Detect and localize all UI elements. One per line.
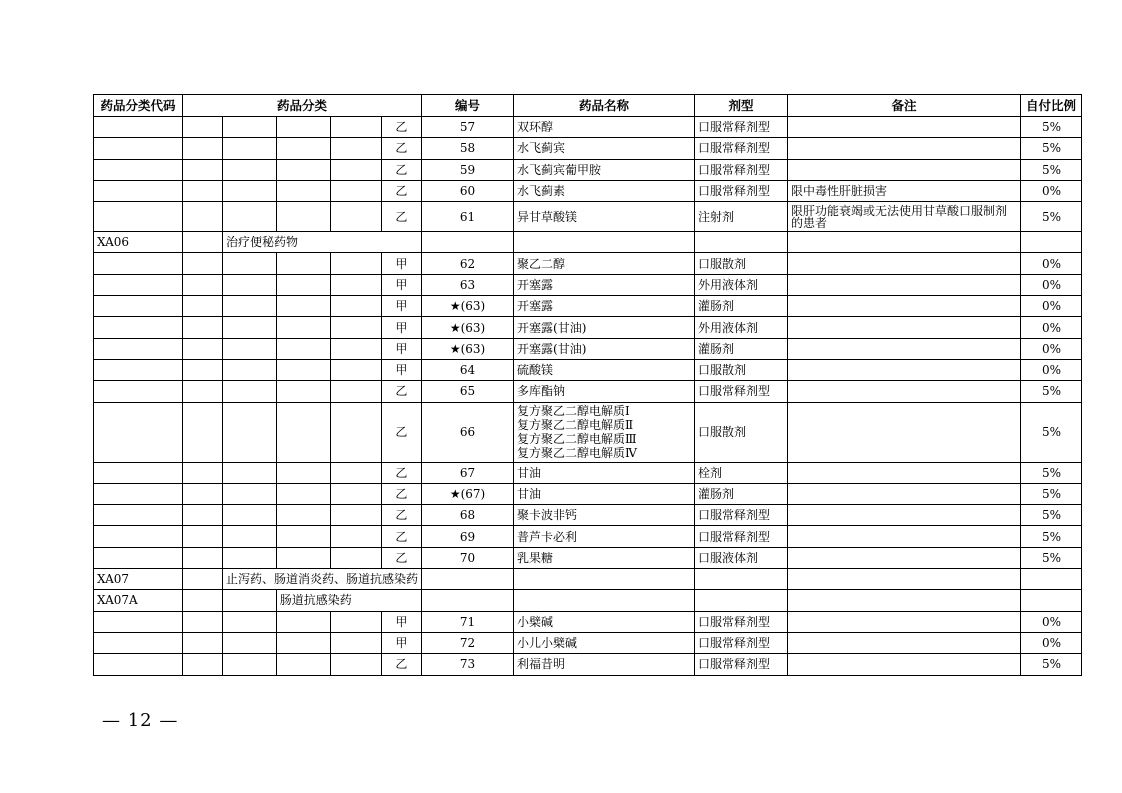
category-spacer-cell — [330, 180, 381, 201]
category-spacer-cell — [276, 338, 330, 359]
grade-cell: 乙 — [381, 117, 421, 138]
category-spacer-cell — [183, 611, 223, 632]
code-cell — [94, 317, 183, 338]
empty-name-cell — [514, 569, 695, 590]
copay-cell: 5% — [1021, 117, 1082, 138]
category-spacer-cell — [223, 317, 277, 338]
grade-cell: 乙 — [381, 402, 421, 462]
category-spacer-cell — [223, 462, 277, 483]
drug-row — [94, 117, 1082, 138]
number-cell: 73 — [422, 654, 514, 675]
remark-cell — [788, 611, 1021, 632]
category-row — [94, 590, 1082, 611]
drug-row — [94, 505, 1082, 526]
category-spacer-cell — [183, 296, 223, 317]
copay-cell: 0% — [1021, 180, 1082, 201]
drug-name-cell: 开塞露(甘油) — [514, 338, 695, 359]
empty-copay-cell — [1021, 569, 1082, 590]
category-spacer-cell — [223, 253, 277, 274]
category-spacer-cell — [223, 547, 277, 568]
drug-name-line: 复方聚乙二醇电解质Ⅲ — [517, 432, 637, 447]
category-spacer-cell — [183, 654, 223, 675]
category-spacer-cell — [223, 483, 277, 504]
category-level1-spacer — [183, 569, 223, 590]
remark-cell — [788, 654, 1021, 675]
dosage-cell: 灌肠剂 — [695, 338, 788, 359]
category-spacer-cell — [276, 359, 330, 380]
code-cell — [94, 202, 183, 232]
category-spacer-cell — [276, 202, 330, 232]
copay-cell: 5% — [1021, 462, 1082, 483]
code-cell — [94, 381, 183, 402]
category-spacer-cell — [276, 296, 330, 317]
category-spacer-cell — [330, 138, 381, 159]
grade-cell: 乙 — [381, 654, 421, 675]
category-spacer-cell — [330, 654, 381, 675]
drug-name-cell: 水飞蓟素 — [514, 180, 695, 201]
drug-name-cell: 异甘草酸镁 — [514, 202, 695, 232]
remark-cell: 限中毒性肝脏损害 — [788, 180, 1021, 201]
drug-row — [94, 180, 1082, 201]
category-spacer-cell — [276, 180, 330, 201]
category-spacer-cell — [276, 381, 330, 402]
copay-cell: 0% — [1021, 359, 1082, 380]
remark-cell — [788, 359, 1021, 380]
number-cell: 68 — [422, 505, 514, 526]
category-spacer-cell — [330, 547, 381, 568]
number-cell: ★(63) — [422, 338, 514, 359]
page-number: — 12 — — [102, 710, 179, 731]
drug-name-cell: 普芦卡必利 — [514, 526, 695, 547]
category-label: 肠道抗感染药 — [276, 590, 421, 611]
copay-cell: 0% — [1021, 338, 1082, 359]
category-spacer-cell — [183, 202, 223, 232]
dosage-cell: 口服常释剂型 — [695, 381, 788, 402]
drug-name-cell: 双环醇 — [514, 117, 695, 138]
copay-cell: 0% — [1021, 317, 1082, 338]
grade-cell: 甲 — [381, 611, 421, 632]
category-spacer-cell — [223, 138, 277, 159]
remark-cell — [788, 483, 1021, 504]
code-cell — [94, 547, 183, 568]
drug-name-cell — [514, 402, 695, 462]
copay-cell: 5% — [1021, 526, 1082, 547]
remark-cell — [788, 338, 1021, 359]
number-cell: 63 — [422, 274, 514, 295]
category-spacer-cell — [223, 654, 277, 675]
category-spacer-cell — [276, 117, 330, 138]
category-spacer-cell — [223, 611, 277, 632]
drug-catalog-table — [93, 94, 1082, 676]
code-cell — [94, 654, 183, 675]
category-spacer-cell — [330, 117, 381, 138]
number-cell: 61 — [422, 202, 514, 232]
drug-row — [94, 611, 1082, 632]
empty-name-cell — [514, 232, 695, 253]
drug-row — [94, 159, 1082, 180]
grade-cell: 乙 — [381, 159, 421, 180]
grade-cell: 乙 — [381, 180, 421, 201]
copay-cell: 0% — [1021, 274, 1082, 295]
category-spacer-cell — [330, 381, 381, 402]
drug-name-line: 复方聚乙二醇电解质Ⅱ — [517, 418, 634, 433]
header-code: 药品分类代码 — [94, 95, 183, 117]
dosage-cell: 灌肠剂 — [695, 296, 788, 317]
drug-row — [94, 138, 1082, 159]
category-spacer-cell — [223, 274, 277, 295]
empty-number-cell — [422, 232, 514, 253]
drug-name-cell: 小儿小檗碱 — [514, 632, 695, 653]
code-cell — [94, 483, 183, 504]
header-dosage: 剂型 — [695, 95, 788, 117]
drug-row — [94, 202, 1082, 232]
category-spacer-cell — [183, 159, 223, 180]
table-body — [94, 117, 1082, 676]
copay-cell: 5% — [1021, 547, 1082, 568]
category-spacer-cell — [330, 611, 381, 632]
drug-row — [94, 402, 1082, 462]
category-spacer-cell — [330, 296, 381, 317]
category-spacer-cell — [330, 317, 381, 338]
remark-cell — [788, 159, 1021, 180]
drug-row — [94, 632, 1082, 653]
category-spacer-cell — [183, 359, 223, 380]
category-spacer-cell — [330, 402, 381, 462]
code-cell — [94, 117, 183, 138]
category-spacer-cell — [183, 547, 223, 568]
dosage-cell: 注射剂 — [695, 202, 788, 232]
dosage-cell: 口服常释剂型 — [695, 505, 788, 526]
category-label: 治疗便秘药物 — [223, 232, 422, 253]
grade-cell: 乙 — [381, 526, 421, 547]
dosage-cell: 外用液体剂 — [695, 317, 788, 338]
drug-name-cell: 开塞露 — [514, 296, 695, 317]
category-spacer-cell — [276, 483, 330, 504]
category-code: XA07A — [94, 590, 183, 611]
empty-name-cell — [514, 590, 695, 611]
category-spacer-cell — [330, 202, 381, 232]
category-spacer-cell — [183, 632, 223, 653]
dosage-cell: 口服常释剂型 — [695, 138, 788, 159]
grade-cell: 乙 — [381, 483, 421, 504]
category-spacer-cell — [330, 338, 381, 359]
grade-cell: 甲 — [381, 338, 421, 359]
number-cell: 59 — [422, 159, 514, 180]
category-spacer-cell — [276, 632, 330, 653]
category-spacer-cell — [276, 611, 330, 632]
number-cell: 60 — [422, 180, 514, 201]
category-level1-spacer — [183, 590, 223, 611]
category-spacer-cell — [276, 654, 330, 675]
category-spacer-cell — [276, 547, 330, 568]
copay-cell: 5% — [1021, 381, 1082, 402]
category-spacer-cell — [183, 402, 223, 462]
category-spacer-cell — [223, 359, 277, 380]
drug-row — [94, 296, 1082, 317]
empty-dosage-cell — [695, 590, 788, 611]
copay-cell: 5% — [1021, 654, 1082, 675]
empty-dosage-cell — [695, 569, 788, 590]
code-cell — [94, 611, 183, 632]
drug-name-cell: 水飞蓟宾葡甲胺 — [514, 159, 695, 180]
drug-name-cell: 甘油 — [514, 483, 695, 504]
category-spacer-cell — [223, 117, 277, 138]
number-cell: 70 — [422, 547, 514, 568]
dosage-cell: 口服散剂 — [695, 253, 788, 274]
drug-row — [94, 547, 1082, 568]
category-spacer-cell — [276, 159, 330, 180]
grade-cell: 乙 — [381, 202, 421, 232]
empty-remarks-cell — [788, 232, 1021, 253]
drug-row — [94, 338, 1082, 359]
header-number: 编号 — [422, 95, 514, 117]
code-cell — [94, 159, 183, 180]
remark-cell — [788, 402, 1021, 462]
empty-copay-cell — [1021, 232, 1082, 253]
category-spacer-cell — [223, 296, 277, 317]
category-spacer-cell — [183, 483, 223, 504]
drug-name-cell: 开塞露(甘油) — [514, 317, 695, 338]
drug-name-line: 复方聚乙二醇电解质Ⅰ — [517, 404, 630, 419]
category-spacer-cell — [276, 317, 330, 338]
category-spacer-cell — [183, 180, 223, 201]
category-label: 止泻药、肠道消炎药、肠道抗感染药 — [223, 569, 422, 590]
dosage-cell: 口服常释剂型 — [695, 611, 788, 632]
category-spacer-cell — [330, 274, 381, 295]
category-spacer-cell — [183, 317, 223, 338]
grade-cell: 乙 — [381, 547, 421, 568]
header-category: 药品分类 — [183, 95, 422, 117]
category-spacer-cell — [183, 117, 223, 138]
drug-name-cell: 乳果糖 — [514, 547, 695, 568]
category-code: XA06 — [94, 232, 183, 253]
code-cell — [94, 359, 183, 380]
remark-cell — [788, 632, 1021, 653]
code-cell — [94, 632, 183, 653]
grade-cell: 甲 — [381, 359, 421, 380]
remark-cell: 限肝功能衰竭或无法使用甘草酸口服制剂的患者 — [788, 202, 1021, 232]
drug-name-cell: 多库酯钠 — [514, 381, 695, 402]
copay-cell: 0% — [1021, 296, 1082, 317]
dosage-cell: 口服散剂 — [695, 402, 788, 462]
dosage-cell: 口服常释剂型 — [695, 117, 788, 138]
grade-cell: 乙 — [381, 381, 421, 402]
category-spacer-cell — [330, 253, 381, 274]
category-spacer-cell — [276, 253, 330, 274]
category-spacer-cell — [276, 402, 330, 462]
header-copay: 自付比例 — [1021, 95, 1082, 117]
remark-cell — [788, 317, 1021, 338]
copay-cell: 5% — [1021, 138, 1082, 159]
copay-cell: 5% — [1021, 159, 1082, 180]
grade-cell: 甲 — [381, 632, 421, 653]
drug-name-cell: 水飞蓟宾 — [514, 138, 695, 159]
grade-cell: 乙 — [381, 138, 421, 159]
code-cell — [94, 274, 183, 295]
copay-cell: 5% — [1021, 505, 1082, 526]
category-spacer-cell — [223, 381, 277, 402]
category-spacer-cell — [276, 462, 330, 483]
remark-cell — [788, 505, 1021, 526]
header-remarks: 备注 — [788, 95, 1021, 117]
header-name: 药品名称 — [514, 95, 695, 117]
drug-name-cell: 聚卡波非钙 — [514, 505, 695, 526]
code-cell — [94, 296, 183, 317]
category-spacer-cell — [330, 483, 381, 504]
number-cell: 62 — [422, 253, 514, 274]
category-row — [94, 232, 1082, 253]
number-cell: ★(63) — [422, 317, 514, 338]
remark-cell — [788, 296, 1021, 317]
drug-row — [94, 317, 1082, 338]
category-spacer-cell — [223, 159, 277, 180]
category-spacer-cell — [223, 202, 277, 232]
category-spacer-cell — [330, 505, 381, 526]
category-level2-spacer — [223, 590, 277, 611]
category-spacer-cell — [223, 180, 277, 201]
category-spacer-cell — [330, 462, 381, 483]
drug-name-cell: 开塞露 — [514, 274, 695, 295]
category-spacer-cell — [276, 526, 330, 547]
category-spacer-cell — [223, 632, 277, 653]
category-spacer-cell — [183, 526, 223, 547]
copay-cell: 5% — [1021, 202, 1082, 232]
code-cell — [94, 505, 183, 526]
code-cell — [94, 338, 183, 359]
dosage-cell: 口服散剂 — [695, 359, 788, 380]
category-spacer-cell — [223, 338, 277, 359]
dosage-cell: 口服常释剂型 — [695, 526, 788, 547]
copay-cell: 0% — [1021, 611, 1082, 632]
code-cell — [94, 462, 183, 483]
drug-name-cell: 甘油 — [514, 462, 695, 483]
grade-cell: 甲 — [381, 317, 421, 338]
number-cell: 58 — [422, 138, 514, 159]
drug-name-cell: 硫酸镁 — [514, 359, 695, 380]
dosage-cell: 口服常释剂型 — [695, 632, 788, 653]
number-cell: 69 — [422, 526, 514, 547]
remark-cell — [788, 381, 1021, 402]
drug-row — [94, 381, 1082, 402]
number-cell: 65 — [422, 381, 514, 402]
drug-row — [94, 253, 1082, 274]
empty-copay-cell — [1021, 590, 1082, 611]
dosage-cell: 口服液体剂 — [695, 547, 788, 568]
empty-number-cell — [422, 590, 514, 611]
code-cell — [94, 253, 183, 274]
drug-row — [94, 462, 1082, 483]
category-code: XA07 — [94, 569, 183, 590]
dosage-cell: 灌肠剂 — [695, 483, 788, 504]
code-cell — [94, 526, 183, 547]
category-level1-spacer — [183, 232, 223, 253]
grade-cell: 乙 — [381, 462, 421, 483]
number-cell: 57 — [422, 117, 514, 138]
copay-cell: 5% — [1021, 483, 1082, 504]
drug-row — [94, 359, 1082, 380]
grade-cell: 甲 — [381, 253, 421, 274]
dosage-cell: 栓剂 — [695, 462, 788, 483]
category-spacer-cell — [330, 159, 381, 180]
remark-cell — [788, 117, 1021, 138]
code-cell — [94, 138, 183, 159]
remark-cell — [788, 253, 1021, 274]
remark-cell — [788, 274, 1021, 295]
grade-cell: 甲 — [381, 274, 421, 295]
drug-row — [94, 274, 1082, 295]
drug-row — [94, 526, 1082, 547]
category-spacer-cell — [223, 526, 277, 547]
category-spacer-cell — [330, 359, 381, 380]
category-spacer-cell — [183, 505, 223, 526]
dosage-cell: 口服常释剂型 — [695, 654, 788, 675]
category-spacer-cell — [276, 138, 330, 159]
drug-row — [94, 654, 1082, 675]
category-spacer-cell — [183, 338, 223, 359]
table-header-row — [94, 95, 1082, 117]
category-spacer-cell — [223, 505, 277, 526]
dosage-cell: 口服常释剂型 — [695, 180, 788, 201]
drug-name-line: 复方聚乙二醇电解质Ⅳ — [517, 446, 638, 461]
number-cell: 71 — [422, 611, 514, 632]
category-spacer-cell — [330, 526, 381, 547]
remark-cell — [788, 526, 1021, 547]
number-cell: ★(63) — [422, 296, 514, 317]
category-spacer-cell — [183, 274, 223, 295]
number-cell: 66 — [422, 402, 514, 462]
category-spacer-cell — [276, 505, 330, 526]
empty-number-cell — [422, 569, 514, 590]
category-spacer-cell — [183, 138, 223, 159]
remark-cell — [788, 462, 1021, 483]
remark-cell — [788, 547, 1021, 568]
category-spacer-cell — [183, 381, 223, 402]
copay-cell: 0% — [1021, 632, 1082, 653]
copay-cell: 5% — [1021, 402, 1082, 462]
category-spacer-cell — [183, 253, 223, 274]
number-cell: 64 — [422, 359, 514, 380]
category-spacer-cell — [276, 274, 330, 295]
empty-remarks-cell — [788, 569, 1021, 590]
code-cell — [94, 402, 183, 462]
empty-remarks-cell — [788, 590, 1021, 611]
remark-cell — [788, 138, 1021, 159]
number-cell: ★(67) — [422, 483, 514, 504]
category-spacer-cell — [183, 462, 223, 483]
number-cell: 72 — [422, 632, 514, 653]
drug-row — [94, 483, 1082, 504]
number-cell: 67 — [422, 462, 514, 483]
category-spacer-cell — [330, 632, 381, 653]
drug-name-cell: 聚乙二醇 — [514, 253, 695, 274]
empty-dosage-cell — [695, 232, 788, 253]
code-cell — [94, 180, 183, 201]
copay-cell: 0% — [1021, 253, 1082, 274]
drug-name-cell: 小檗碱 — [514, 611, 695, 632]
dosage-cell: 外用液体剂 — [695, 274, 788, 295]
dosage-cell: 口服常释剂型 — [695, 159, 788, 180]
grade-cell: 甲 — [381, 296, 421, 317]
category-row — [94, 569, 1082, 590]
category-spacer-cell — [223, 402, 277, 462]
drug-name-cell: 利福昔明 — [514, 654, 695, 675]
grade-cell: 乙 — [381, 505, 421, 526]
